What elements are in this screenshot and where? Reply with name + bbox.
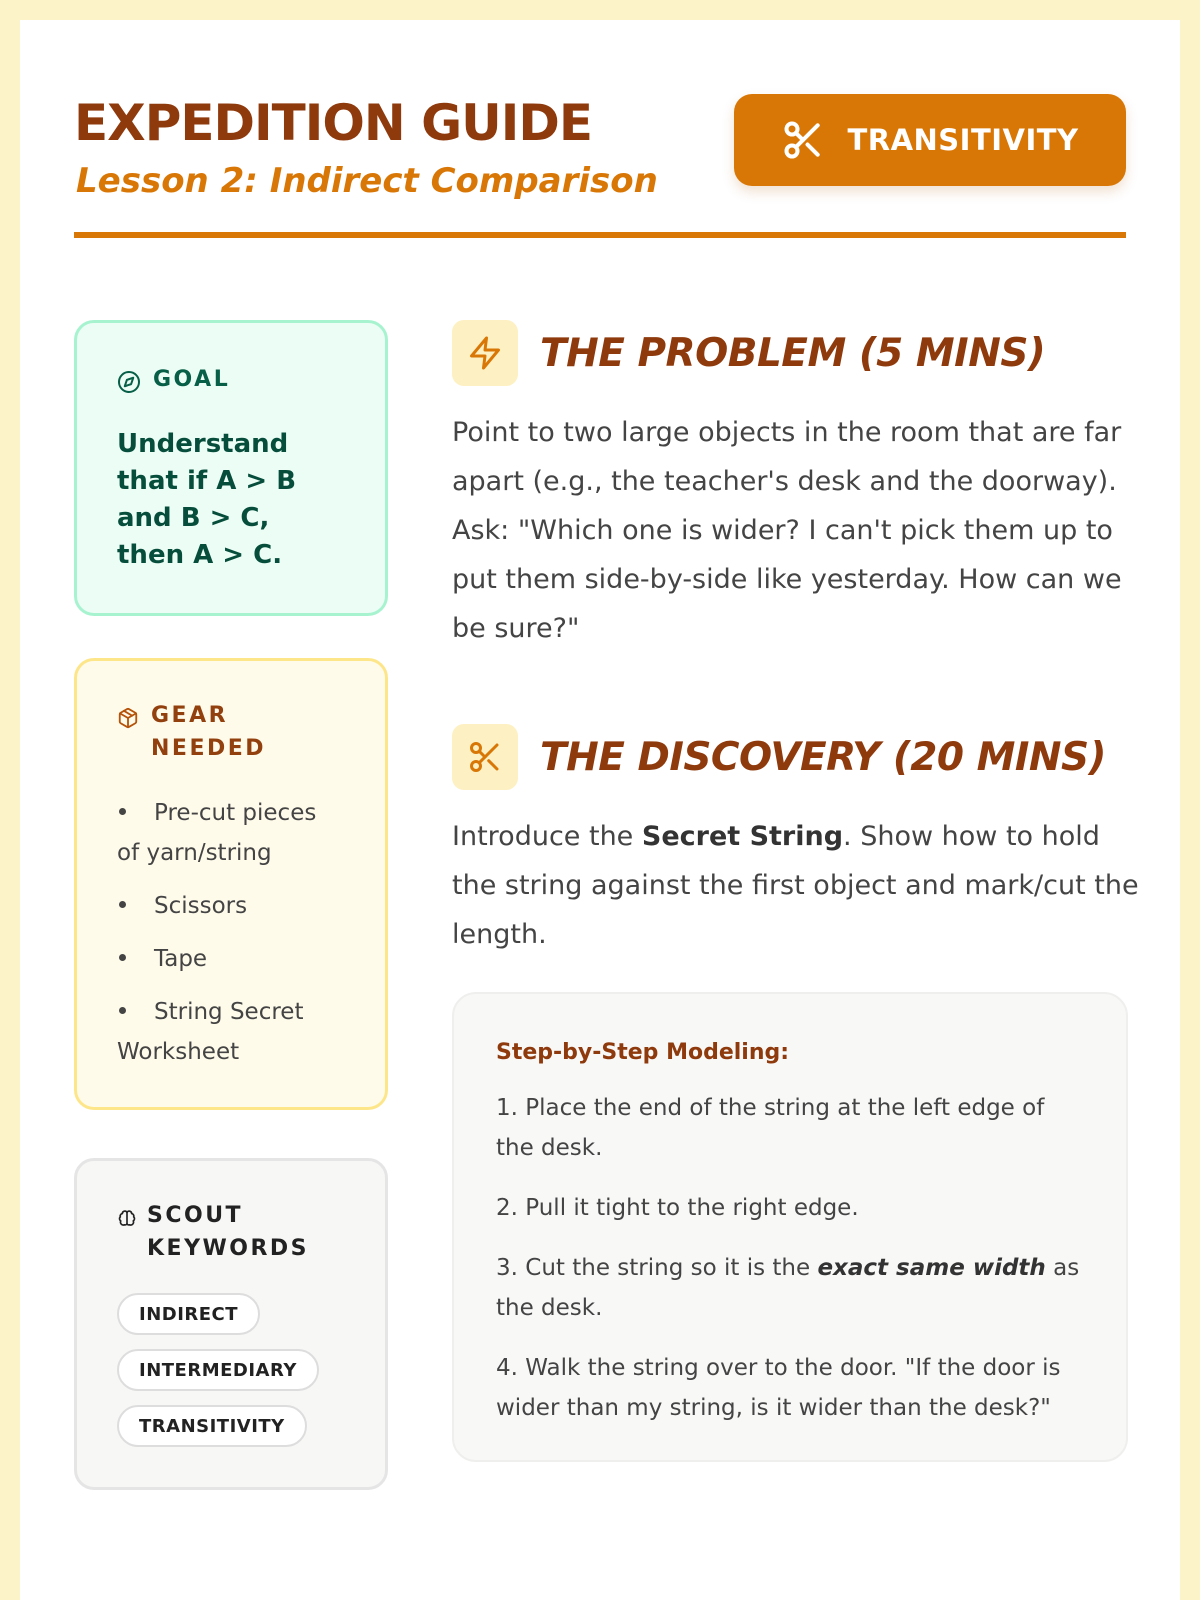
- discovery-text-before: Introduce the: [452, 821, 642, 852]
- header-divider: [74, 232, 1126, 238]
- modeling-title: Step-by-Step Modeling:: [496, 1040, 790, 1065]
- gear-item-text: String Secret Worksheet: [117, 999, 304, 1065]
- bullet: [119, 901, 126, 908]
- gear-heading: GEAR NEEDED: [151, 703, 267, 761]
- gear-heading-row: [117, 699, 345, 765]
- keyword-tag: INTERMEDIARY: [117, 1349, 319, 1391]
- package-icon: [117, 706, 139, 739]
- discovery-text: [452, 812, 1142, 959]
- modeling-step-4: 4. Walk the string over to the door. "If the door is wider than my string, is it wider than the desk?": [496, 1355, 1061, 1421]
- goal-text: Understand that if A > B and B > C, then A > C.: [117, 429, 297, 570]
- modeling-steps-box: [452, 992, 1128, 1462]
- keywords-heading: SCOUT KEYWORDS: [147, 1203, 310, 1261]
- secret-string-term: Secret String: [641, 821, 844, 852]
- brain-icon: [117, 1206, 137, 1239]
- problem-text: Point to two large objects in the room that are far apart (e.g., the teacher's desk and the doorway). Ask: "Which one is wider? I can't pick them up to put them side-by-side like yesterday. How can we be sure?": [452, 417, 1122, 644]
- bullet: [119, 808, 126, 815]
- problem-section-header: [452, 320, 1152, 386]
- step-3-after: as the desk.: [496, 1255, 1080, 1321]
- step-3-emphasis: exact same width: [817, 1255, 1046, 1281]
- keywords-card: [74, 1158, 388, 1490]
- keyword-tags: [117, 1293, 345, 1447]
- lesson-page: [20, 20, 1180, 1600]
- problem-title: THE PROBLEM (5 MINS): [540, 330, 1046, 376]
- page-title: EXPEDITION GUIDE: [74, 94, 592, 152]
- scissors-icon: [452, 724, 518, 790]
- topic-badge: [734, 94, 1126, 186]
- list-item: [117, 793, 345, 873]
- bullet: [119, 954, 126, 961]
- discovery-section-header: [452, 724, 1152, 790]
- step-3-before: 3. Cut the string so it is the: [496, 1255, 818, 1281]
- discovery-text-after: . Show how to hold the string against the first object and mark/cut the length.: [452, 821, 1139, 950]
- badge-label: TRANSITIVITY: [847, 123, 1079, 157]
- goal-card: [74, 320, 388, 616]
- bullet: [119, 1007, 126, 1014]
- scissors-icon: [781, 118, 825, 162]
- goal-heading: GOAL: [153, 367, 231, 392]
- lesson-subtitle: Lesson 2: Indirect Comparison: [76, 161, 658, 201]
- compass-icon: [117, 370, 141, 404]
- keywords-heading-row: [117, 1199, 345, 1265]
- keyword-tag: TRANSITIVITY: [117, 1405, 307, 1447]
- gear-item-text: Scissors: [154, 893, 248, 919]
- list-item: [117, 939, 345, 979]
- gear-item-text: Pre-cut pieces of yarn/string: [117, 800, 317, 866]
- modeling-step-3: [496, 1248, 1084, 1328]
- list-item: [117, 886, 345, 926]
- gear-item-text: Tape: [154, 946, 208, 972]
- modeling-step-2: 2. Pull it tight to the right edge.: [496, 1195, 859, 1221]
- lightning-icon: [452, 320, 518, 386]
- keyword-tag: INDIRECT: [117, 1293, 260, 1335]
- gear-card: [74, 658, 388, 1110]
- discovery-title: THE DISCOVERY (20 MINS): [540, 734, 1106, 780]
- goal-heading-row: [117, 363, 345, 404]
- list-item: [117, 992, 345, 1072]
- gear-list: [117, 793, 345, 1072]
- modeling-step-1: 1. Place the end of the string at the left edge of the desk.: [496, 1095, 1045, 1161]
